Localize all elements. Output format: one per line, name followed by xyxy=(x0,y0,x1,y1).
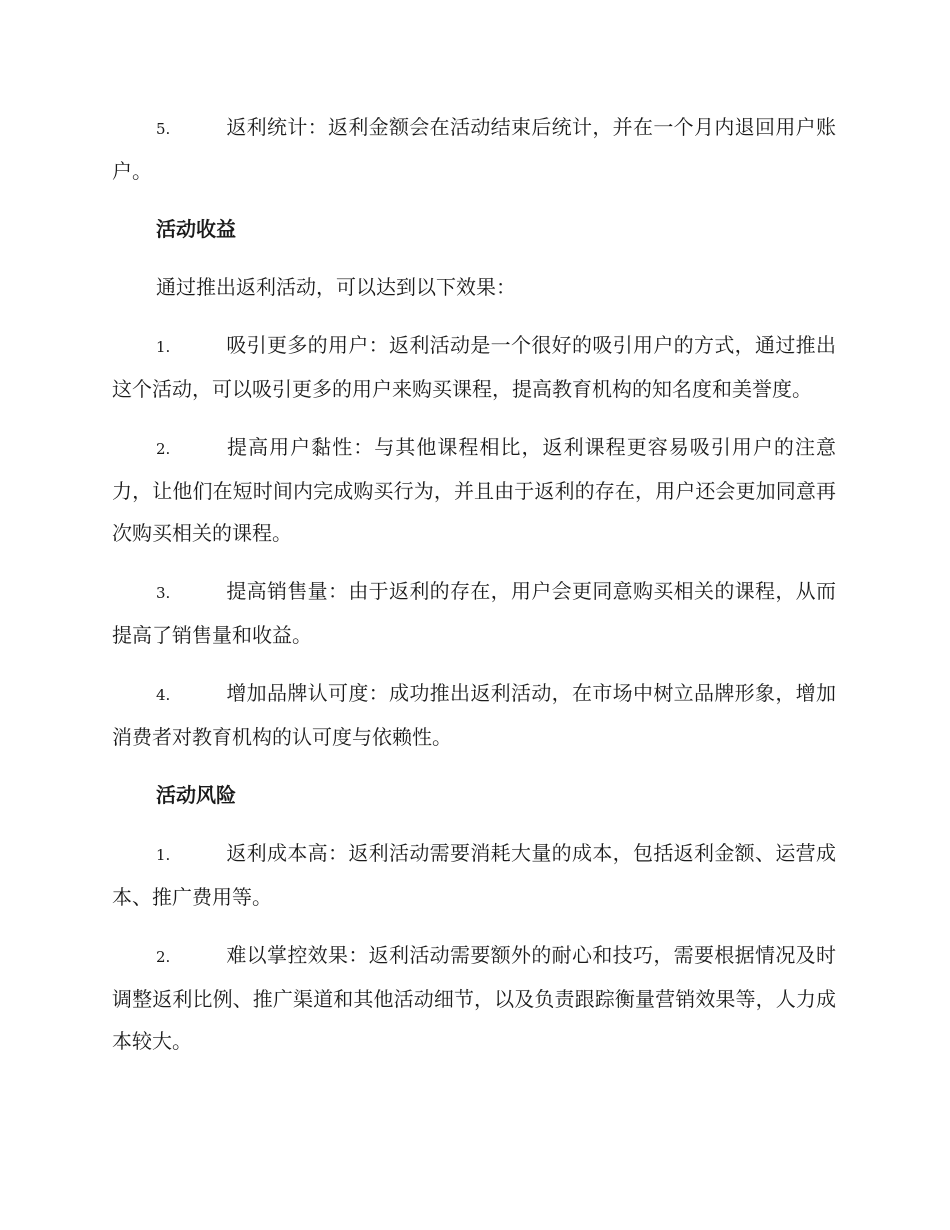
section-heading-benefits: 活动收益 xyxy=(156,217,236,241)
list-item-number: 1. xyxy=(156,338,171,356)
list-item-number: 2. xyxy=(156,440,171,458)
list-item-text: 返利成本高：返利活动需要消耗大量的成本，包括返利金额、运营成本、推广费用等。 xyxy=(112,841,836,909)
section-heading-risks: 活动风险 xyxy=(156,783,236,807)
list-item-benefit-4 xyxy=(112,672,836,758)
list-item-risk-1 xyxy=(112,832,836,918)
list-item-benefit-3 xyxy=(112,570,836,656)
list-item-text: 难以掌控效果：返利活动需要额外的耐心和技巧，需要根据情况及时调整返利比例、推广渠道和其他活动细节，以及负责跟踪衡量营销效果等，人力成本较大。 xyxy=(112,943,836,1053)
list-item-number: 2. xyxy=(156,948,171,966)
list-item-text: 返利统计：返利金额会在活动结束后统计，并在一个月内退回用户账户。 xyxy=(112,115,836,183)
list-item-risk-2 xyxy=(112,934,836,1062)
list-item-benefit-2 xyxy=(112,426,836,554)
list-item-text: 提高用户黏性：与其他课程相比，返利课程更容易吸引用户的注意力，让他们在短时间内完成购买行为，并且由于返利的存在，用户还会更加同意再次购买相关的课程。 xyxy=(112,435,836,545)
list-item-benefit-1 xyxy=(112,324,836,410)
list-item-text: 吸引更多的用户：返利活动是一个很好的吸引用户的方式，通过推出这个活动，可以吸引更多的用户来购买课程，提高教育机构的知名度和美誉度。 xyxy=(112,333,836,401)
list-item-number: 5. xyxy=(156,120,171,138)
list-item-statistics xyxy=(112,106,836,192)
list-item-text: 提高销售量：由于返利的存在，用户会更同意购买相关的课程，从而提高了销售量和收益。 xyxy=(112,579,836,647)
document-content xyxy=(112,106,836,1078)
list-item-text: 增加品牌认可度：成功推出返利活动，在市场中树立品牌形象，增加消费者对教育机构的认可度与依赖性。 xyxy=(112,681,836,749)
list-item-number: 1. xyxy=(156,846,171,864)
list-item-number: 3. xyxy=(156,584,171,602)
benefits-intro: 通过推出返利活动，可以达到以下效果： xyxy=(156,275,516,299)
list-item-number: 4. xyxy=(156,686,171,704)
